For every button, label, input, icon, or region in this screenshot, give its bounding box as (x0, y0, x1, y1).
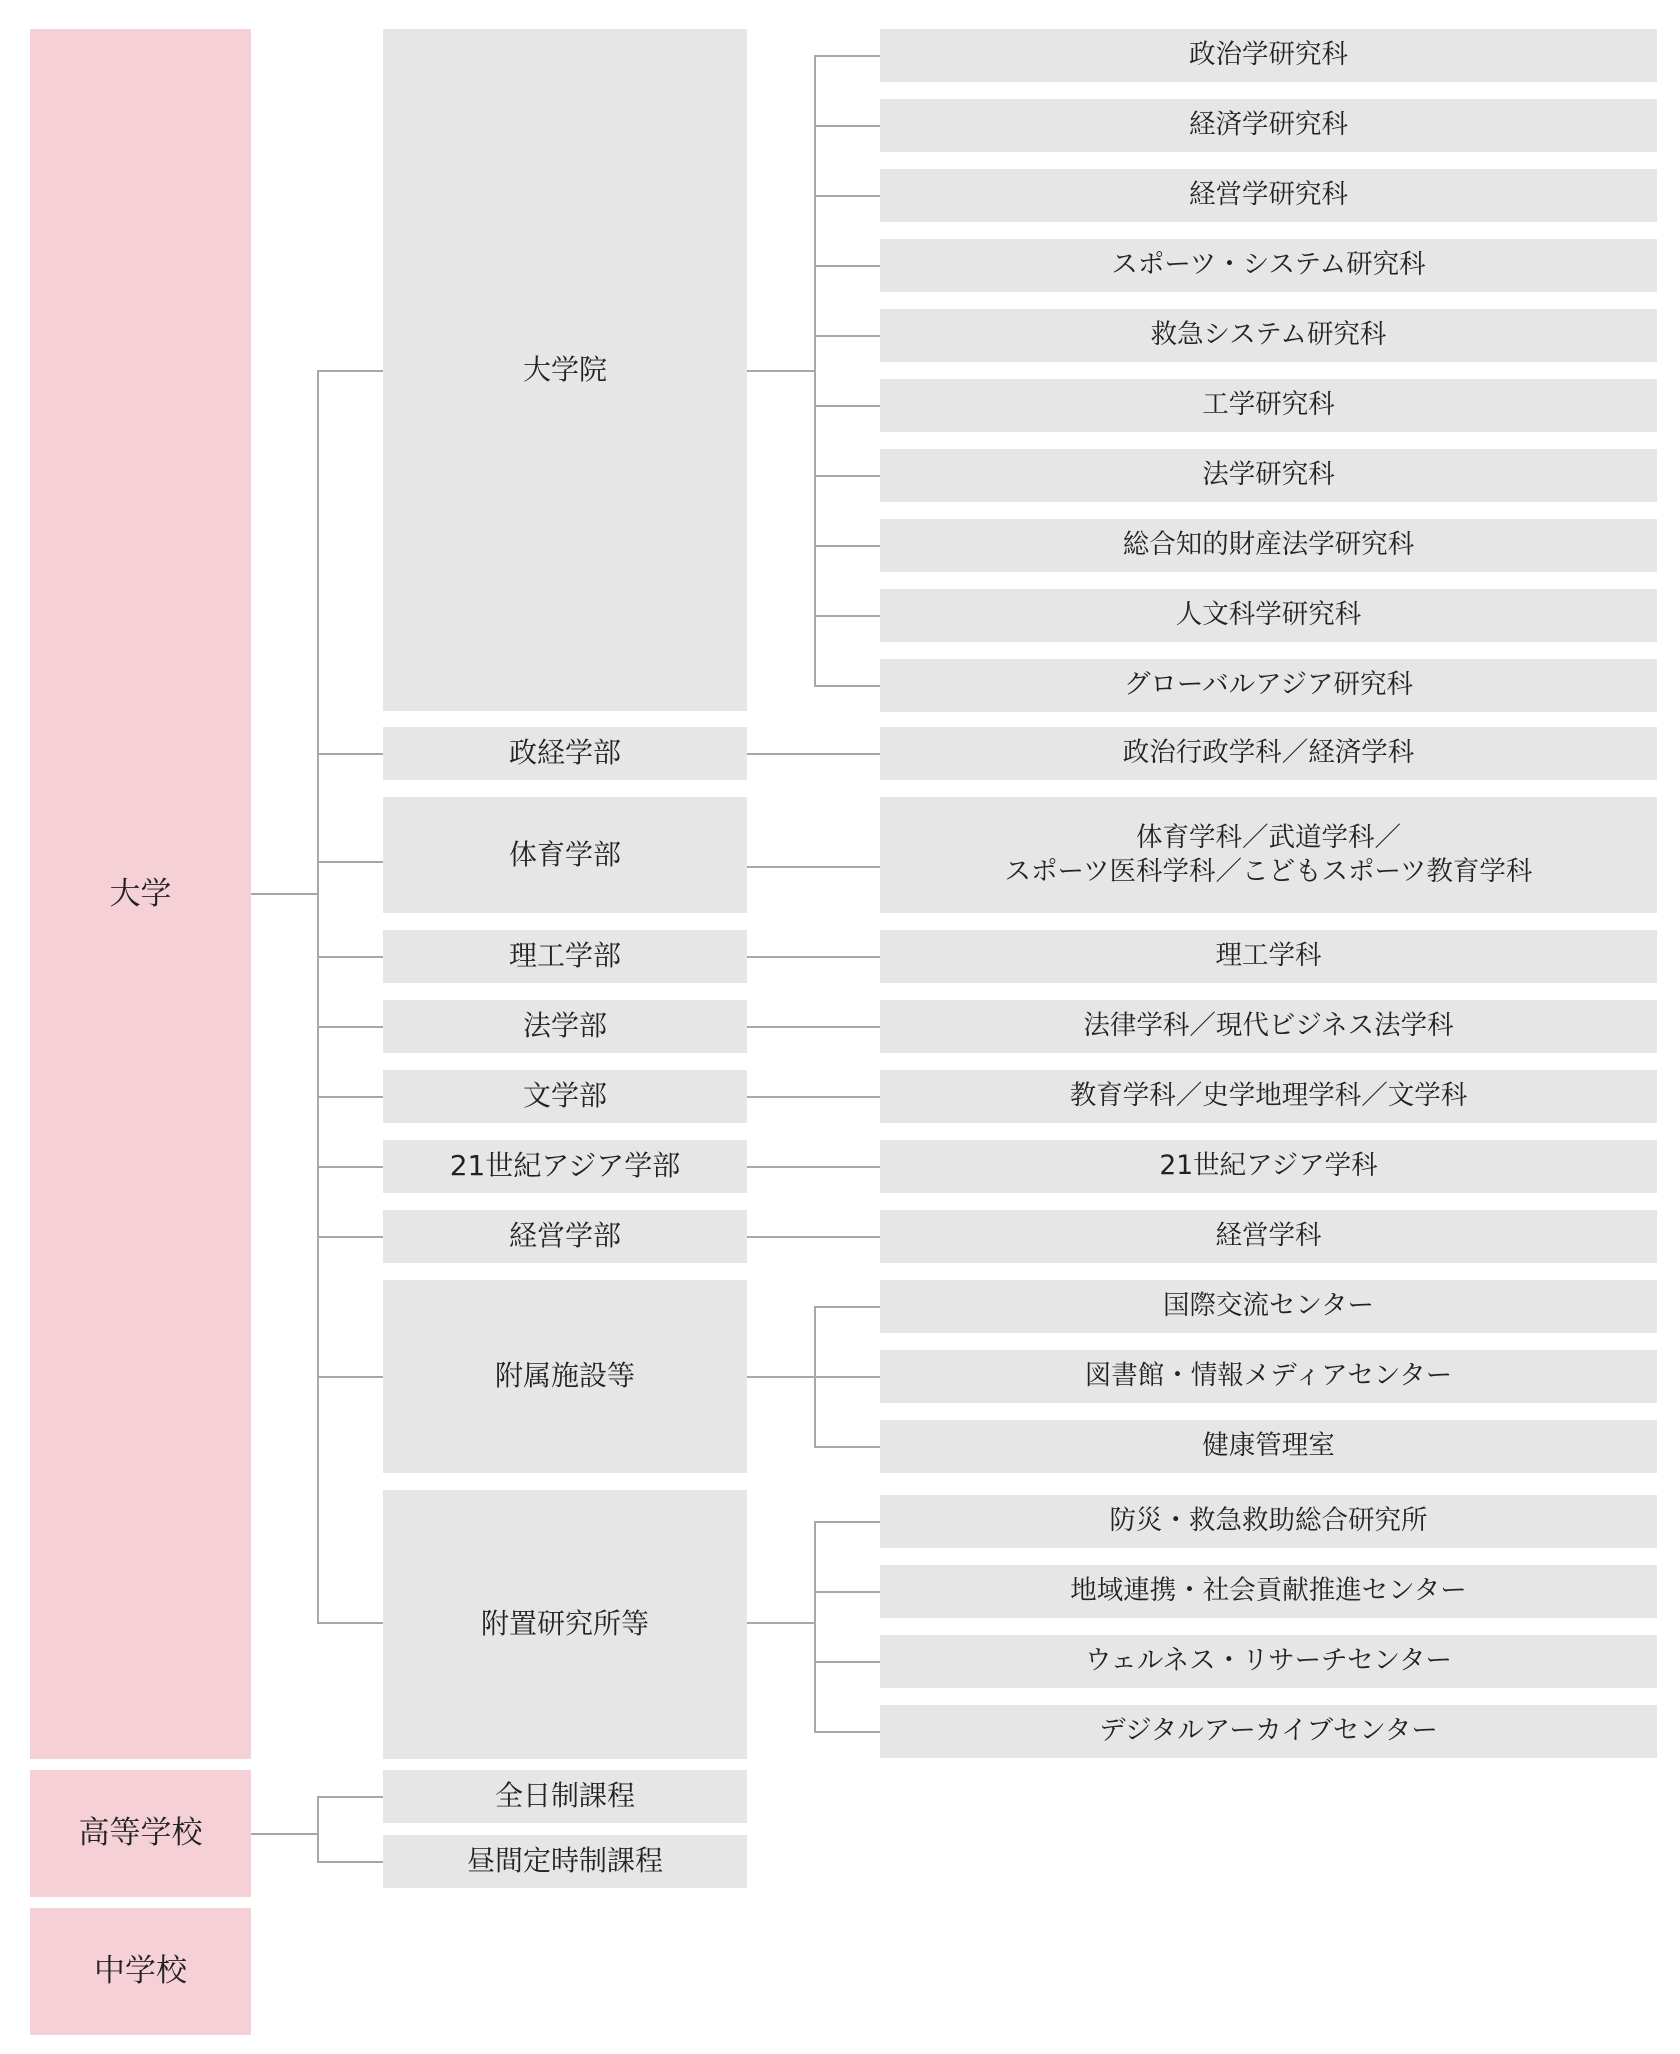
graduate-program-box: 救急システム研究科 (880, 309, 1657, 362)
connector-line (317, 1376, 383, 1378)
department-box-physical-education (880, 797, 1657, 913)
graduate-program-box: スポーツ・システム研究科 (880, 239, 1657, 292)
connector-line (747, 956, 880, 958)
graduate-program-box: 人文科学研究科 (880, 589, 1657, 642)
connector-line (317, 1622, 383, 1624)
institute-box: 防災・救急救助総合研究所 (880, 1495, 1657, 1548)
institute-box: ウェルネス・リサーチセンター (880, 1635, 1657, 1688)
graduate-program-box: グローバルアジア研究科 (880, 659, 1657, 712)
day-part-time-course-box: 昼間定時制課程 (383, 1835, 747, 1888)
department-box-law: 法律学科／現代ビジネス法学科 (880, 1000, 1657, 1053)
connector-line (317, 1796, 383, 1798)
connector-line (814, 545, 880, 547)
connector-line (814, 1521, 816, 1731)
connector-line (317, 861, 383, 863)
connector-line (814, 615, 880, 617)
connector-line (814, 1446, 880, 1448)
connector-line (814, 55, 816, 685)
connector-line (814, 335, 880, 337)
connector-line (747, 866, 880, 868)
connector-line (317, 370, 383, 372)
facilities-box: 附属施設等 (383, 1280, 747, 1473)
connector-line (317, 1096, 383, 1098)
graduate-program-box: 総合知的財産法学研究科 (880, 519, 1657, 572)
connector-line (317, 1236, 383, 1238)
connector-line (317, 956, 383, 958)
connector-line (814, 125, 880, 127)
connector-line (251, 893, 317, 895)
connector-line (317, 370, 319, 1622)
connector-line (251, 1833, 317, 1835)
graduate-program-box: 経営学研究科 (880, 169, 1657, 222)
department-line-2: スポーツ医科学科／こどもスポーツ教育学科 (1004, 856, 1533, 887)
department-box-political-economy: 政治行政学科／経済学科 (880, 727, 1657, 780)
department-box-management: 経営学科 (880, 1210, 1657, 1263)
science-engineering-faculty-box: 理工学部 (383, 930, 747, 983)
department-box-science-engineering: 理工学科 (880, 930, 1657, 983)
asia21-faculty-box: 21世紀アジア学部 (383, 1140, 747, 1193)
connector-line (317, 753, 383, 755)
department-box-asia21: 21世紀アジア学科 (880, 1140, 1657, 1193)
institute-box: 地域連携・社会貢献推進センター (880, 1565, 1657, 1618)
connector-line (317, 1166, 383, 1168)
connector-line (814, 1376, 880, 1378)
department-line-1: 体育学科／武道学科／ (1136, 821, 1401, 853)
connector-line (814, 405, 880, 407)
connector-line (747, 1166, 880, 1168)
connector-line (814, 475, 880, 477)
connector-line (814, 265, 880, 267)
university-box: 大学 (30, 29, 251, 1759)
connector-line (317, 1796, 319, 1861)
department-box-letters: 教育学科／史学地理学科／文学科 (880, 1070, 1657, 1123)
high-school-box: 高等学校 (30, 1770, 251, 1897)
institute-box: デジタルアーカイブセンター (880, 1705, 1657, 1758)
connector-line (747, 1026, 880, 1028)
connector-line (317, 1026, 383, 1028)
connector-line (814, 1521, 880, 1523)
graduate-school-box: 大学院 (383, 29, 747, 711)
connector-line (747, 370, 814, 372)
institutes-box: 附置研究所等 (383, 1490, 747, 1759)
connector-line (814, 1591, 880, 1593)
political-economy-faculty-box: 政経学部 (383, 727, 747, 780)
connector-line (814, 55, 880, 57)
connector-line (747, 753, 880, 755)
physical-education-faculty-box: 体育学部 (383, 797, 747, 913)
junior-high-box: 中学校 (30, 1908, 251, 2035)
connector-line (814, 195, 880, 197)
facility-box: 国際交流センター (880, 1280, 1657, 1333)
connector-line (747, 1096, 880, 1098)
facility-box: 健康管理室 (880, 1420, 1657, 1473)
facility-box: 図書館・情報メディアセンター (880, 1350, 1657, 1403)
connector-line (814, 1306, 880, 1308)
connector-line (747, 1236, 880, 1238)
connector-line (814, 685, 880, 687)
graduate-program-box: 経済学研究科 (880, 99, 1657, 152)
management-faculty-box: 経営学部 (383, 1210, 747, 1263)
connector-line (814, 1661, 880, 1663)
letters-faculty-box: 文学部 (383, 1070, 747, 1123)
graduate-program-box: 政治学研究科 (880, 29, 1657, 82)
graduate-program-box: 工学研究科 (880, 379, 1657, 432)
law-faculty-box: 法学部 (383, 1000, 747, 1053)
connector-line (814, 1731, 880, 1733)
connector-line (747, 1376, 814, 1378)
connector-line (747, 1622, 814, 1624)
connector-line (317, 1861, 383, 1863)
graduate-program-box: 法学研究科 (880, 449, 1657, 502)
full-time-course-box: 全日制課程 (383, 1770, 747, 1823)
